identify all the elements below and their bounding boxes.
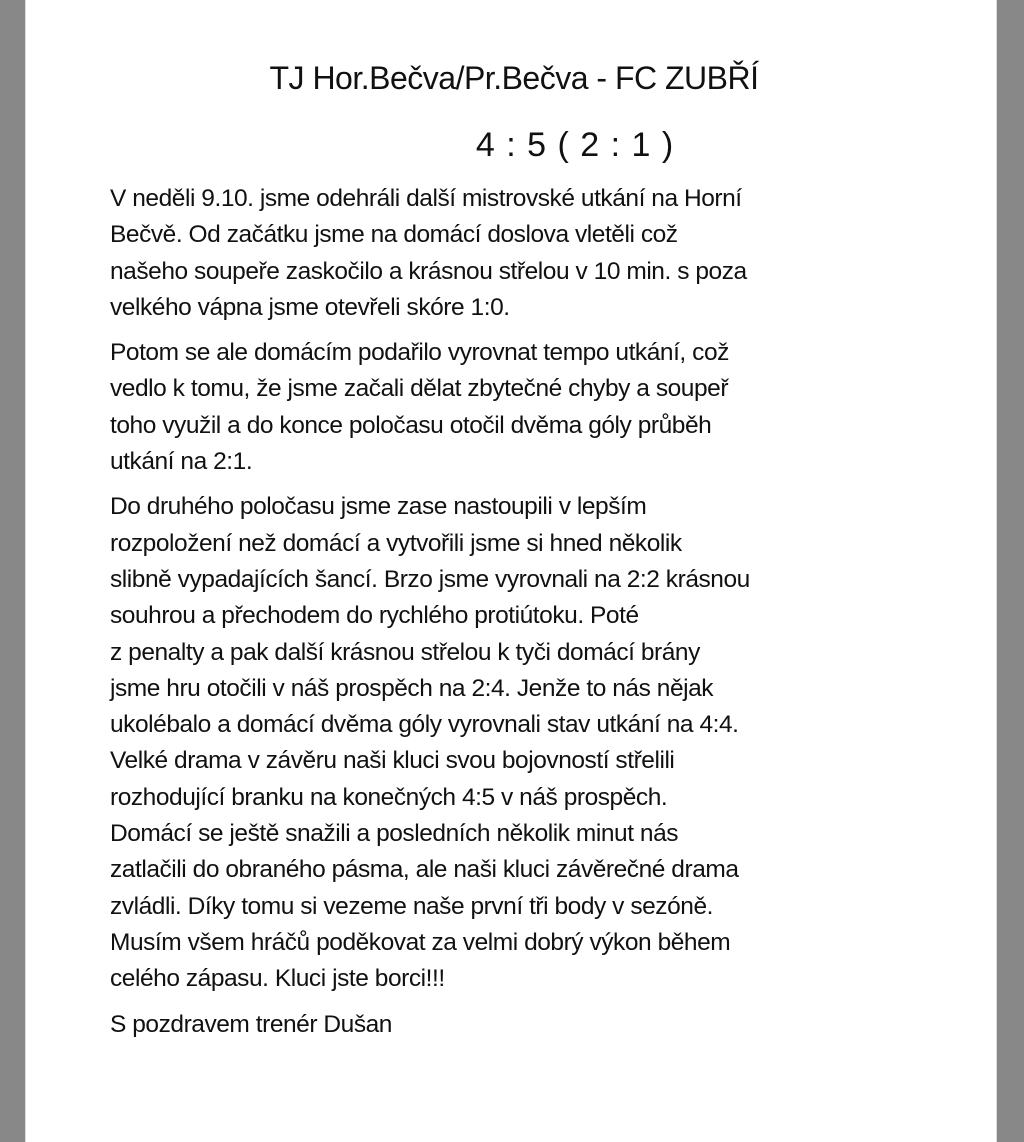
document-page	[25, 0, 997, 1142]
text-line: zvládli. Díky tomu si vezeme naše první tři body v sezóně.	[110, 892, 713, 920]
text-line: zatlačili do obraného pásma, ale naši kluci závěrečné drama	[110, 856, 739, 884]
text-line: Potom se ale domácím podařilo vyrovnat tempo utkání, což	[110, 339, 729, 367]
text-line: z penalty a pak další krásnou střelou k tyči domácí brány	[110, 638, 700, 666]
text-line: Musím všem hráčů poděkovat za velmi dobrý výkon během	[110, 928, 731, 956]
text-line: Bečvě. Od začátku jsme na domácí doslova vletěli což	[110, 221, 678, 249]
text-line: jsme hru otočili v náš prospěch na 2:4. Jenže to nás nějak	[110, 674, 714, 702]
text-line: ukolébalo a domácí dvěma góly vyrovnali stav utkání na 4:4.	[110, 711, 739, 739]
text-line: celého zápasu. Kluci jste borci!!!	[110, 965, 445, 993]
text-line: Domácí se ještě snažili a posledních několik minut nás	[110, 820, 679, 848]
text-line: rozpoložení než domácí a vytvořili jsme si hned několik	[110, 529, 682, 557]
text-line: V neděli 9.10. jsme odehráli další mistrovské utkání na Horní	[110, 185, 742, 212]
match-score: 4 : 5 ( 2 : 1 )	[475, 126, 675, 164]
match-title: TJ Hor.Bečva/Pr.Bečva - FC ZUBŘÍ	[269, 60, 759, 96]
signature	[110, 1007, 920, 1043]
text-line: vedlo k tomu, že jsme začali dělat zbytečné chyby a soupeř	[110, 375, 729, 403]
text-line: slibně vypadajících šancí. Brzo jsme vyrovnali na 2:2 krásnou	[110, 565, 750, 593]
article-body	[110, 181, 920, 1052]
text-line: velkého vápna jsme otevřeli skóre 1:0.	[110, 293, 510, 321]
paragraph-first-half-end	[110, 335, 920, 480]
signature-line: S pozdravem trenér Dušan	[110, 1010, 392, 1038]
paragraph-first-half-opening	[110, 181, 920, 326]
text-line: utkání na 2:1.	[110, 448, 253, 476]
text-line: souhrou a přechodem do rychlého protiútoku. Poté	[110, 602, 639, 630]
text-line: našeho soupeře zaskočilo a krásnou střelou v 10 min. s poza	[110, 257, 747, 285]
text-line: toho využil a do konce poločasu otočil dvěma góly průběh	[110, 411, 712, 439]
paragraph-second-half	[110, 489, 920, 997]
text-line: Do druhého poločasu jsme zase nastoupili v lepším	[110, 493, 647, 521]
text-line: Velké drama v závěru naši kluci svou bojovností střelili	[110, 747, 675, 775]
text-line: rozhodující branku na konečných 4:5 v náš prospěch.	[110, 783, 668, 811]
